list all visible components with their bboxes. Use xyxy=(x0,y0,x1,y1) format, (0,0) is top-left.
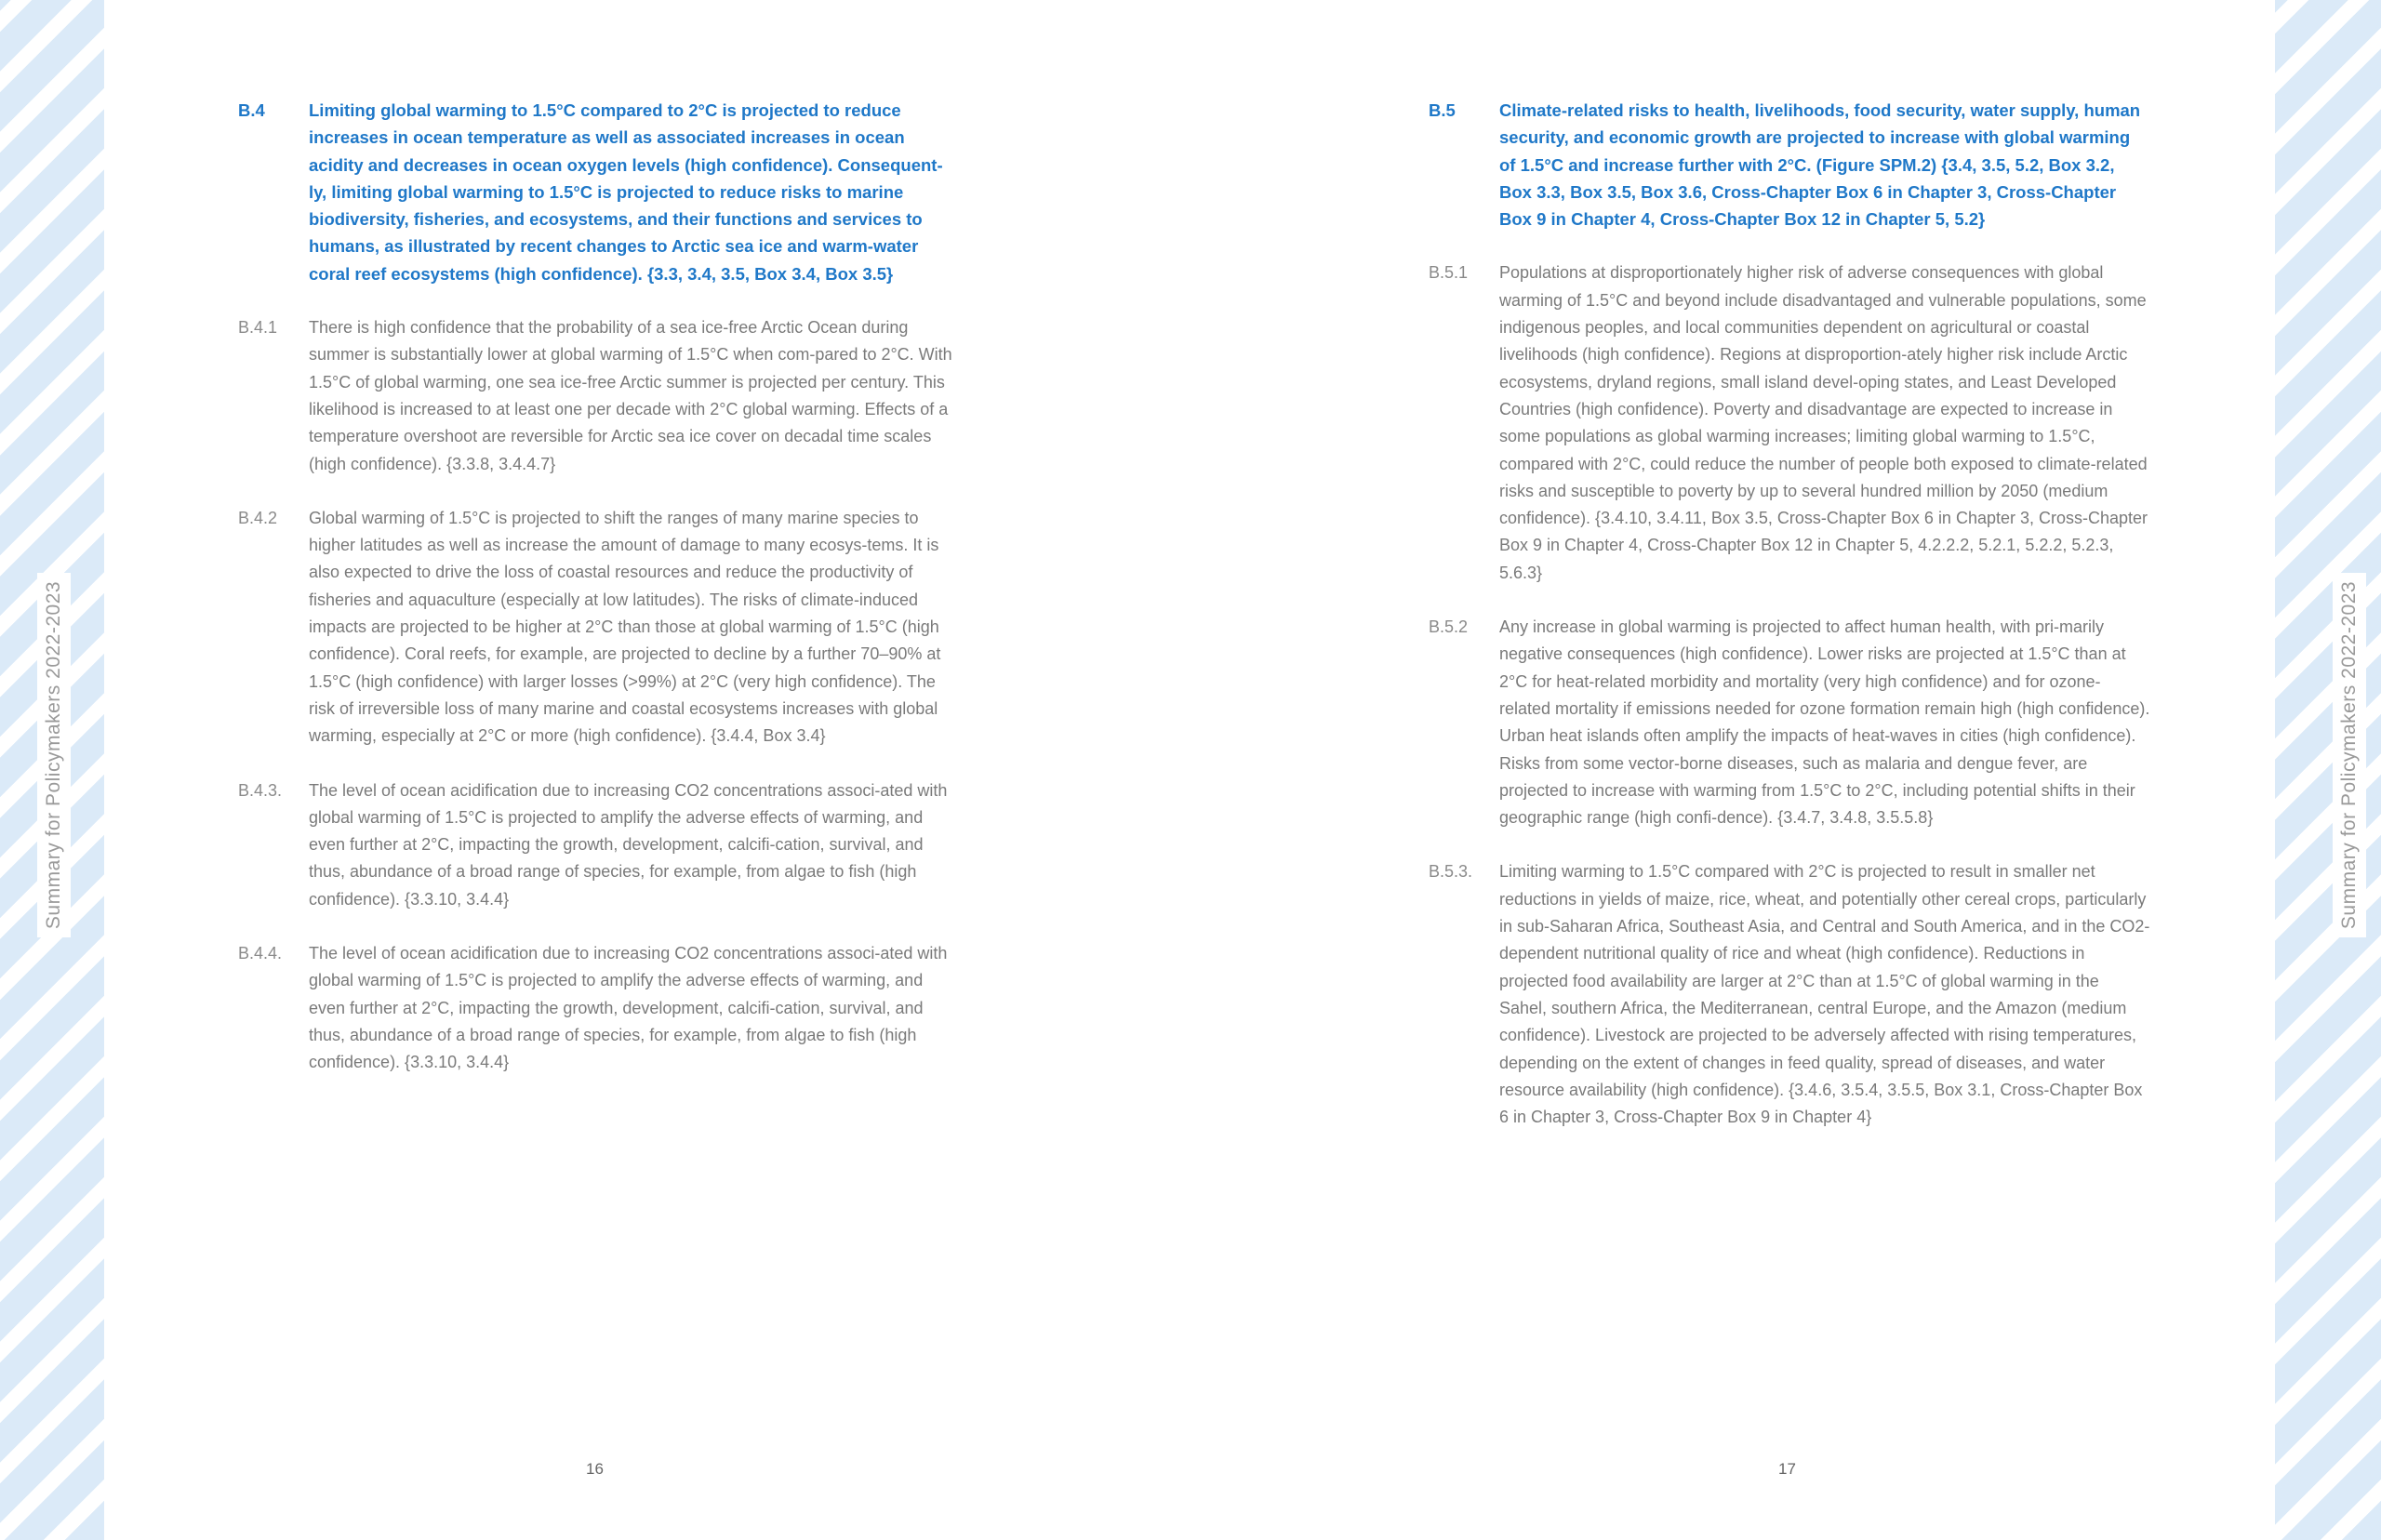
page-number-left: 16 xyxy=(586,1460,604,1478)
paragraph-b4-4 xyxy=(238,940,1019,1076)
section-heading-text: Limiting global warming to 1.5°C compared to 2°C is projected to reduce increases in ocean temperature as well as associated increases in ocean acidity and decreases in ocean oxygen levels (high confidence). Consequent-ly, limiting global warming to 1.5°C is projected to reduce risks to marine biodiversity, fisheries, and ecosystems, and their functions and services to humans, as illustrated by recent changes to Arctic sea ice and warm-water coral reef ecosystems (high confidence). {3.3, 3.4, 3.5, Box 3.4, Box 3.5} xyxy=(309,100,943,284)
paragraph-number: B.4.2 xyxy=(238,508,278,527)
paragraph-number: B.5.2 xyxy=(1429,617,1469,637)
section-number: B.5 xyxy=(1429,100,1456,120)
section-heading-b4 xyxy=(238,97,1019,287)
paragraph-b4-3 xyxy=(238,777,1019,913)
paragraph-number: B.4.4. xyxy=(238,944,283,963)
page-number-right: 17 xyxy=(1778,1460,1796,1478)
right-running-title: Summary for Policymakers 2022-2023 xyxy=(2338,580,2360,930)
section-heading-b5 xyxy=(1429,97,2210,232)
paragraph-text: The level of ocean acidification due to increasing CO2 concentrations associ-ated with global warming of 1.5°C is projected to amplify the adverse effects of warming, and even further at 2°C, impacting the growth, development, calcifi-cation, survival, and thus, abundance of a broad range of species, for example, from algae to fish (high confidence). {3.3.10, 3.4.4} xyxy=(309,944,948,1072)
right-page xyxy=(1429,97,2210,1158)
paragraph-text: The level of ocean acidification due to increasing CO2 concentrations associ-ated with global warming of 1.5°C is projected to amplify the adverse effects of warming, and even further at 2°C, impacting the growth, development, calcifi-cation, survival, and thus, abundance of a broad range of species, for example, from algae to fish (high confidence). {3.3.10, 3.4.4} xyxy=(309,780,948,909)
paragraph-b5-3 xyxy=(1429,858,2210,1131)
paragraph-b5-1 xyxy=(1429,259,2210,587)
paragraph-b4-2 xyxy=(238,505,1019,750)
paragraph-text: Global warming of 1.5°C is projected to shift the ranges of many marine species to higher latitudes as well as increase the amount of damage to many ecosys-tems. It is also expected to drive the loss of coastal resources and reduce the productivity of fisheries and aquaculture (especially at low latitudes). The risks of climate-induced impacts are projected to be higher at 2°C than those at global warming of 1.5°C (high confidence). Coral reefs, for example, are projected to decline by a further 70–90% at 1.5°C (high confidence) with larger losses (>99%) at 2°C (very high confidence). The risk of irreversible loss of many marine and coastal ecosystems increases with global warming, especially at 2°C or more (high confidence). {3.4.4, Box 3.4} xyxy=(309,508,941,746)
left-running-title: Summary for Policymakers 2022-2023 xyxy=(43,580,64,930)
paragraph-text: There is high confidence that the probability of a sea ice-free Arctic Ocean during summer is substantially lower at global warming of 1.5°C when com-pared to 2°C. With 1.5°C of global warming, one sea ice-free Arctic summer is projected per century. This likelihood is increased to at least one per decade with 2°C global warming. Effects of a temperature overshoot are reversible for Arctic sea ice cover on decadal time scales (high confidence). {3.3.8, 3.4.4.7} xyxy=(309,318,952,473)
section-number: B.4 xyxy=(238,100,265,120)
paragraph-text: Populations at disproportionately higher risk of adverse consequences with global warming of 1.5°C and beyond include disadvantaged and vulnerable populations, some indigenous peoples, and local communities dependent on agricultural or coastal livelihoods (high confidence). Regions at disproportion-ately higher risk include Arctic ecosystems, dryland regions, small island devel-oping states, and Least Developed Countries (high confidence). Poverty and disadvantage are expected to increase in some populations as global warming increases; limiting global warming to 1.5°C, compared with 2°C, could reduce the number of people both exposed to climate-related risks and susceptible to poverty by up to several hundred million by 2050 (medium confidence). {3.4.10, 3.4.11, Box 3.5, Cross-Chapter Box 6 in Chapter 3, Cross-Chapter Box 9 in Chapter 4, Cross-Chapter Box 12 in Chapter 5, 4.2.2.2, 5.2.1, 5.2.2, 5.2.3, 5.6.3} xyxy=(1499,263,2148,582)
paragraph-b4-1 xyxy=(238,314,1019,478)
paragraph-number: B.4.3. xyxy=(238,780,283,800)
paragraph-text: Any increase in global warming is projected to affect human health, with pri-marily negative consequences (high confidence). Lower risks are projected at 1.5°C than at 2°C for heat-related morbidity and mortality (very high confidence) and for ozone-related mortality if emissions needed for ozone formation remain high (high confidence). Urban heat islands often amplify the impacts of heat-waves in cities (high confidence). Risks from some vector-borne diseases, such as malaria and dengue fever, are projected to increase with warming from 1.5°C to 2°C, including potential shifts in their geographic range (high confi-dence). {3.4.7, 3.4.8, 3.5.5.8} xyxy=(1499,617,2150,828)
right-side-tab xyxy=(2333,573,2366,937)
paragraph-text: Limiting warming to 1.5°C compared with 2°C is projected to result in smaller net reductions in yields of maize, rice, wheat, and potentially other cereal crops, particularly in sub-Saharan Africa, Southeast Asia, and Central and South America, and in the CO2-dependent nutritional quality of rice and wheat (high confidence). Reductions in projected food availability are larger at 2°C than at 1.5°C of global warming in the Sahel, southern Africa, the Mediterranean, central Europe, and the Amazon (medium confidence). Livestock are projected to be adversely affected with rising temperatures, depending on the extent of changes in feed quality, spread of diseases, and water resource availability (high confidence). {3.4.6, 3.5.4, 3.5.5, Box 3.1, Cross-Chapter Box 6 in Chapter 3, Cross-Chapter Box 9 in Chapter 4} xyxy=(1499,862,2150,1127)
left-side-tab xyxy=(37,573,71,937)
paragraph-number: B.4.1 xyxy=(238,318,278,338)
paragraph-number: B.5.3. xyxy=(1429,862,1473,882)
section-heading-text: Climate-related risks to health, livelihoods, food security, water supply, human security, and economic growth are projected to increase with global warming of 1.5°C and increase further with 2°C. (Figure SPM.2) {3.4, 3.5, 5.2, Box 3.2, Box 3.3, Box 3.5, Box 3.6, Cross-Chapter Box 6 in Chapter 3, Cross-Chapter Box 9 in Chapter 4, Cross-Chapter Box 12 in Chapter 5, 5.2} xyxy=(1499,100,2141,230)
paragraph-number: B.5.1 xyxy=(1429,263,1469,283)
paragraph-b5-2 xyxy=(1429,614,2210,831)
left-page xyxy=(238,97,1019,1104)
